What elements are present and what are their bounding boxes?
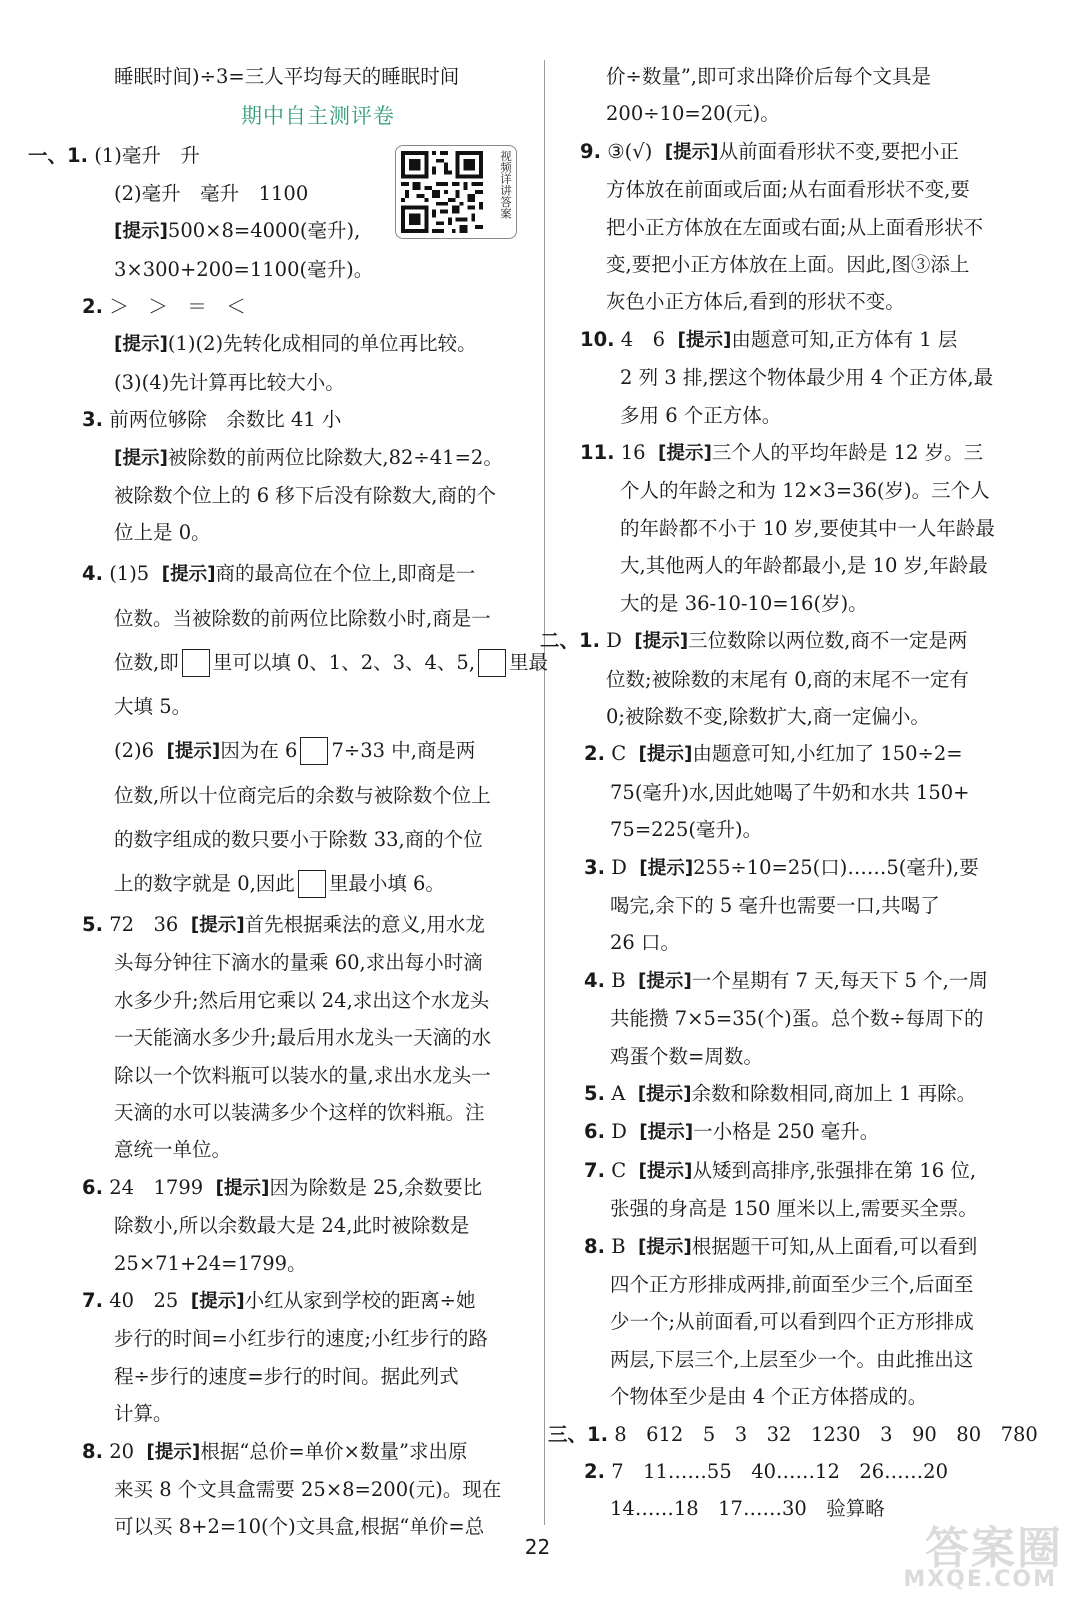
hint-text: 首先根据乘法的意义,用水龙 (244, 912, 485, 936)
hint-cont (28, 862, 538, 906)
hint-text: 从矮到高排序,张强排在第 16 位, (692, 1158, 977, 1182)
question-number: 1. (67, 144, 88, 168)
hint-label: [提示] (114, 334, 168, 356)
hint-cont: 2 列 3 排,摆这个物体最少用 4 个正方体,最 (620, 366, 994, 390)
answer-text: 72 36 (109, 912, 179, 936)
answer-text: 20 (109, 1439, 135, 1463)
answer-text: 40 25 (109, 1288, 179, 1312)
answer-text: 4 6 (620, 327, 666, 351)
question-number: 5. (584, 1081, 605, 1105)
answer-text: D (611, 1120, 627, 1144)
hint-cont: 除数小,所以余数最大是 24,此时被除数是 (114, 1214, 470, 1238)
hint-label: [提示] (638, 1160, 693, 1182)
section-title: 期中自主测评卷 (241, 104, 395, 129)
hint-cont: 价÷数量”,即可求出降价后每个文具是 (606, 65, 932, 88)
answer-text: A (611, 1081, 626, 1105)
s2-question-5 (560, 1075, 1060, 1113)
question-number: 7. (584, 1158, 605, 1182)
answer-text: D (606, 629, 622, 653)
s3-question-2 (560, 1453, 1060, 1490)
question-number: 4. (584, 968, 605, 992)
hint-cont: 喝完,余下的 5 毫升也需要一口,共喝了 (610, 893, 940, 917)
question-number: 10. (580, 327, 615, 351)
question-number: 2. (584, 742, 605, 766)
hint-text: 从前面看形状不变,要把小正 (718, 139, 959, 163)
hint-label: [提示] (638, 744, 693, 766)
hint-cont: 位数。当被除数的前两位比除数小时,商是一 (114, 606, 491, 630)
hint-cont: 75=225(毫升)。 (610, 818, 763, 842)
hint-text: 里最小填 6。 (328, 871, 445, 895)
answer-text: C (611, 742, 627, 766)
question-6 (28, 1169, 538, 1207)
answer-line (28, 729, 538, 774)
hint-cont: 个人的年龄之和为 12×3=36(岁)。三个人 (620, 479, 990, 503)
answer-text: ③(√) (607, 139, 653, 163)
hint-text: 里可以填 0、1、2、3、4、5, (212, 650, 476, 674)
hint-cont: 75(毫升)水,因此她喝了牛奶和水共 150+ (610, 780, 970, 804)
hint-label: [提示] (190, 914, 245, 936)
s2-question-7 (560, 1152, 1060, 1190)
question-3 (28, 401, 538, 438)
hint-cont: 个物体至少是由 4 个正方体搭成的。 (610, 1385, 928, 1409)
hint-cont: 程÷步行的速度=步行的时间。据此列式 (114, 1364, 459, 1388)
blank-box (182, 649, 210, 677)
qr-label: 视频详讲答案 (499, 150, 513, 219)
hint-cont: 把小正方体放在左面或右面;从上面看形状不 (606, 215, 984, 239)
hint-cont: 可以买 8+2=10(个)文具盒,根据“单价=总 (114, 1515, 485, 1539)
hint-cont: 位数;被除数的末尾有 0,商的末尾不一定有 (606, 667, 969, 691)
hint-text: 因为除数是 25,余数要比 (269, 1175, 483, 1199)
hint-cont: 变,要把小正方体放在上面。因此,图③添上 (606, 253, 970, 277)
hint-text: 根据题干可知,从上面看,可以看到 (691, 1234, 978, 1258)
watermark-url: MXQE.COM (903, 1567, 1057, 1592)
s2-question-1 (540, 622, 1060, 660)
hint-cont: 0;被除数不变,除数扩大,商一定偏小。 (606, 704, 930, 728)
s2-question-3 (560, 849, 1060, 887)
answer-text: D (611, 855, 627, 879)
answer-text: 8 612 5 3 32 1230 3 90 80 780 (614, 1422, 1038, 1446)
right-column (540, 58, 1060, 1528)
hint-label: [提示] (114, 221, 168, 243)
hint-label: [提示] (664, 141, 719, 163)
hint-cont: 200÷10=20(元)。 (606, 102, 780, 126)
section-marker: 二、 (540, 629, 580, 653)
hint-cont: 3×300+200=1100(毫升)。 (114, 257, 374, 281)
hint-line (28, 212, 538, 250)
hint-cont: 方体放在前面或后面;从右面看形状不变,要 (606, 178, 970, 202)
hint-label: [提示] (146, 1441, 201, 1463)
question-number: 4. (82, 561, 103, 585)
hint-cont: 头每分钟往下滴水的量乘 60,求出每小时滴 (114, 951, 483, 975)
answer-text: B (611, 968, 626, 992)
text-line: 睡眠时间)÷3=三人平均每天的睡眠时间 (114, 65, 460, 88)
hint-label: [提示] (190, 1290, 245, 1312)
question-8 (28, 1433, 538, 1471)
hint-cont: 位数,所以十位商完后的余数与被除数个位上 (114, 783, 491, 807)
hint-cont: 多用 6 个正方体。 (620, 403, 782, 427)
question-number: 8. (584, 1234, 605, 1258)
hint-cont: 共能攒 7×5=35(个)蛋。总个数÷每周下的 (610, 1007, 984, 1031)
answer-text: B (611, 1234, 626, 1258)
hint-text: 500×8=4000(毫升), (167, 219, 361, 243)
question-number: 7. (82, 1288, 103, 1312)
hint-cont: 张强的身高是 150 厘米以上,需要买全票。 (610, 1197, 978, 1221)
hint-cont: 天滴的水可以装满多少个这样的饮料瓶。注 (114, 1100, 485, 1124)
section-marker: 一、 (28, 144, 68, 168)
question-number: 5. (82, 912, 103, 936)
hint-label: [提示] (161, 563, 216, 585)
s2-question-2 (560, 735, 1060, 773)
answer-text: (2)毫升 毫升 1100 (114, 181, 309, 205)
hint-label: [提示] (166, 740, 221, 762)
hint-text: 三位数除以两位数,商不一定是两 (688, 629, 968, 653)
question-number: 6. (584, 1120, 605, 1144)
hint-cont: 少一个;从前面看,可以看到四个正方形排成 (610, 1310, 974, 1334)
hint-cont: 步行的时间=小红步行的速度;小红步行的路 (114, 1327, 488, 1351)
hint-cont: 鸡蛋个数=周数。 (610, 1044, 763, 1068)
question-number: 2. (584, 1460, 605, 1484)
hint-text: 商的最高位在个位上,即商是一 (215, 561, 476, 585)
blank-box (300, 737, 328, 765)
hint-text: 255÷10=25(口)……5(毫升),要 (693, 855, 979, 879)
hint-text: 由题意可知,小红加了 150÷2= (692, 742, 963, 766)
left-column (28, 58, 549, 1546)
answer-text: ＞ ＞ ＝ ＜ (109, 295, 246, 319)
hint-cont: 水多少升;然后用它乘以 24,求出这个水龙头 (114, 988, 490, 1012)
hint-label: [提示] (114, 447, 168, 469)
question-number: 1. (579, 629, 600, 653)
answer-text: 24 1799 (109, 1175, 204, 1199)
question-number: 6. (82, 1175, 103, 1199)
hint-cont: 一天能滴水多少升;最后用水龙头一天滴的水 (114, 1026, 492, 1050)
hint-text: 小红从家到学校的距离÷她 (244, 1288, 476, 1312)
s3-question-1 (548, 1416, 1060, 1453)
hint-label: [提示] (657, 443, 712, 465)
hint-cont: 除以一个饮料瓶可以装水的量,求出水龙头一 (114, 1063, 491, 1087)
answer-cont: 14……18 17……30 验算略 (610, 1497, 885, 1521)
hint-label: [提示] (637, 1236, 692, 1258)
hint-label: [提示] (215, 1177, 270, 1199)
s2-question-8 (560, 1228, 1060, 1266)
question-number: 2. (82, 295, 103, 319)
hint-text: 根据“总价=单价×数量”求出原 (200, 1439, 468, 1463)
question-number: 9. (580, 139, 601, 163)
question-number: 3. (82, 408, 103, 432)
hint-cont: (3)(4)先计算再比较大小。 (114, 370, 345, 394)
hint-cont: 计算。 (114, 1402, 173, 1426)
hint-text: 里最 (509, 650, 549, 674)
hint-label: [提示] (639, 1122, 694, 1144)
column-divider (544, 60, 545, 1525)
hint-label: [提示] (677, 329, 732, 351)
hint-line (28, 325, 538, 363)
question-1 (28, 137, 538, 174)
answer-text: (1)5 (109, 561, 150, 585)
hint-cont: 26 口。 (610, 931, 681, 955)
hint-text: 由题意可知,正方体有 1 层 (731, 327, 958, 351)
s2-question-4 (560, 962, 1060, 1000)
question-number: 11. (580, 441, 615, 465)
watermark-text: 答案圈 (925, 1523, 1063, 1574)
hint-label: [提示] (637, 1083, 692, 1105)
hint-cont (28, 641, 549, 685)
question-4 (28, 552, 538, 597)
answer-text: 前两位够除 余数比 41 小 (109, 408, 342, 432)
hint-text: 上的数字就是 0,因此 (114, 871, 295, 895)
hint-cont: 四个正方形排成两排,前面至少三个,后面至 (610, 1273, 974, 1296)
hint-cont: 两层,下层三个,上层至少一个。由此推出这 (610, 1347, 974, 1371)
hint-text: 因为在 6 (220, 738, 298, 762)
answer-text: C (611, 1158, 627, 1182)
hint-line (28, 439, 538, 477)
hint-cont: 来买 8 个文具盒需要 25×8=200(元)。现在 (114, 1477, 502, 1501)
hint-text: 位数,即 (114, 650, 179, 674)
answer-text: 16 (620, 441, 646, 465)
question-number: 8. (82, 1439, 103, 1463)
question-2 (28, 288, 538, 325)
hint-text: 余数和除数相同,商加上 1 再除。 (691, 1081, 977, 1105)
hint-text: 7÷33 中,商是两 (331, 738, 476, 762)
hint-label: [提示] (637, 970, 692, 992)
question-7 (28, 1282, 538, 1320)
hint-cont: 意统一单位。 (114, 1138, 232, 1162)
blank-box (478, 649, 506, 677)
hint-text: (1)(2)先转化成相同的单位再比较。 (167, 332, 477, 356)
question-11 (560, 434, 1060, 472)
hint-text: 被除数的前两位比除数大,82÷41=2。 (167, 445, 503, 469)
hint-cont: 25×71+24=1799。 (114, 1251, 307, 1275)
question-9 (560, 133, 1060, 171)
blank-box (298, 870, 326, 898)
hint-text: 一个星期有 7 天,每天下 5 个,一周 (691, 968, 988, 992)
page-number: 22 (524, 1535, 551, 1559)
hint-cont: 大,其他两人的年龄都最小,是 10 岁,年龄最 (620, 554, 988, 578)
hint-label: [提示] (634, 631, 689, 653)
hint-text: 三个人的平均年龄是 12 岁。三 (711, 441, 984, 465)
hint-cont: 的年龄都不小于 10 岁,要使其中一人年龄最 (620, 516, 995, 540)
hint-cont: 灰色小正方体后,看到的形状不变。 (606, 290, 905, 314)
answer-text: (1)毫升 升 (94, 144, 200, 168)
hint-cont: 大的是 36-10-10=16(岁)。 (620, 591, 868, 615)
answer-text: 7 11……55 40……12 26……20 (611, 1460, 948, 1484)
hint-text: 一小格是 250 毫升。 (693, 1120, 880, 1144)
hint-cont: 的数字组成的数只要小于除数 33,商的个位 (114, 827, 483, 851)
question-10 (560, 321, 1060, 359)
answer-text: (2)6 (114, 738, 155, 762)
hint-cont: 大填 5。 (114, 694, 192, 718)
s2-question-6 (560, 1113, 1060, 1151)
question-5 (28, 906, 538, 944)
question-number: 1. (587, 1422, 608, 1446)
hint-cont: 位上是 0。 (114, 521, 211, 545)
question-number: 3. (584, 855, 605, 879)
hint-label: [提示] (639, 857, 694, 879)
section-marker: 三、 (548, 1422, 588, 1446)
watermark-logo (873, 1512, 1063, 1592)
hint-cont: 被除数个位上的 6 移下后没有除数大,商的个 (114, 484, 497, 508)
